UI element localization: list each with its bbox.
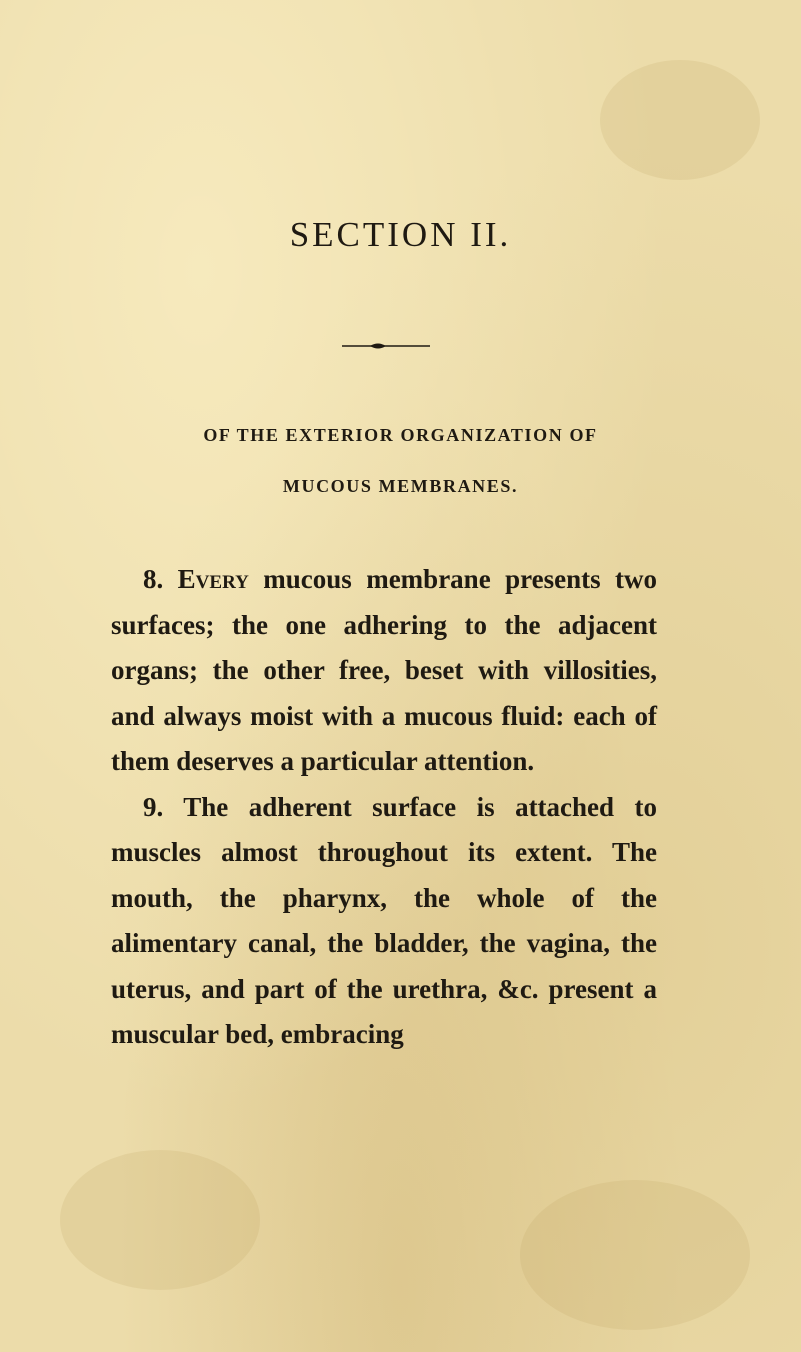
chapter-heading-line-1: OF THE EXTERIOR ORGANIZATION OF (203, 425, 598, 445)
section-title: SECTION II. (289, 215, 512, 254)
body-text (111, 557, 657, 1058)
paragraph-number: 9. (143, 791, 164, 822)
paragraph-9 (111, 785, 657, 1058)
paper-stain (600, 60, 760, 180)
paragraph-8 (111, 557, 657, 785)
chapter-heading-line-2: MUCOUS MEMBRANES. (282, 476, 519, 496)
ornament-rule-icon (342, 340, 430, 352)
paragraph-text: mucous membrane presents two surfaces; the one adhering to the adjacent organs; the other free, beset with villosities, and always moist with a mucous fluid: each of them deserves a particular attention. (111, 564, 658, 776)
paper-stain (520, 1180, 750, 1330)
paragraph-text: The adherent surface is attached to muscles almost throughout its extent. The mouth, the pharynx, the whole of the alimentary canal, the bladder, the vagina, the uterus, and part of the urethra, &c. present a muscular bed, embracing (111, 791, 657, 1049)
paper-stain (60, 1150, 260, 1290)
paragraph-number: 8. (143, 564, 164, 594)
drop-word: Every (177, 564, 249, 594)
